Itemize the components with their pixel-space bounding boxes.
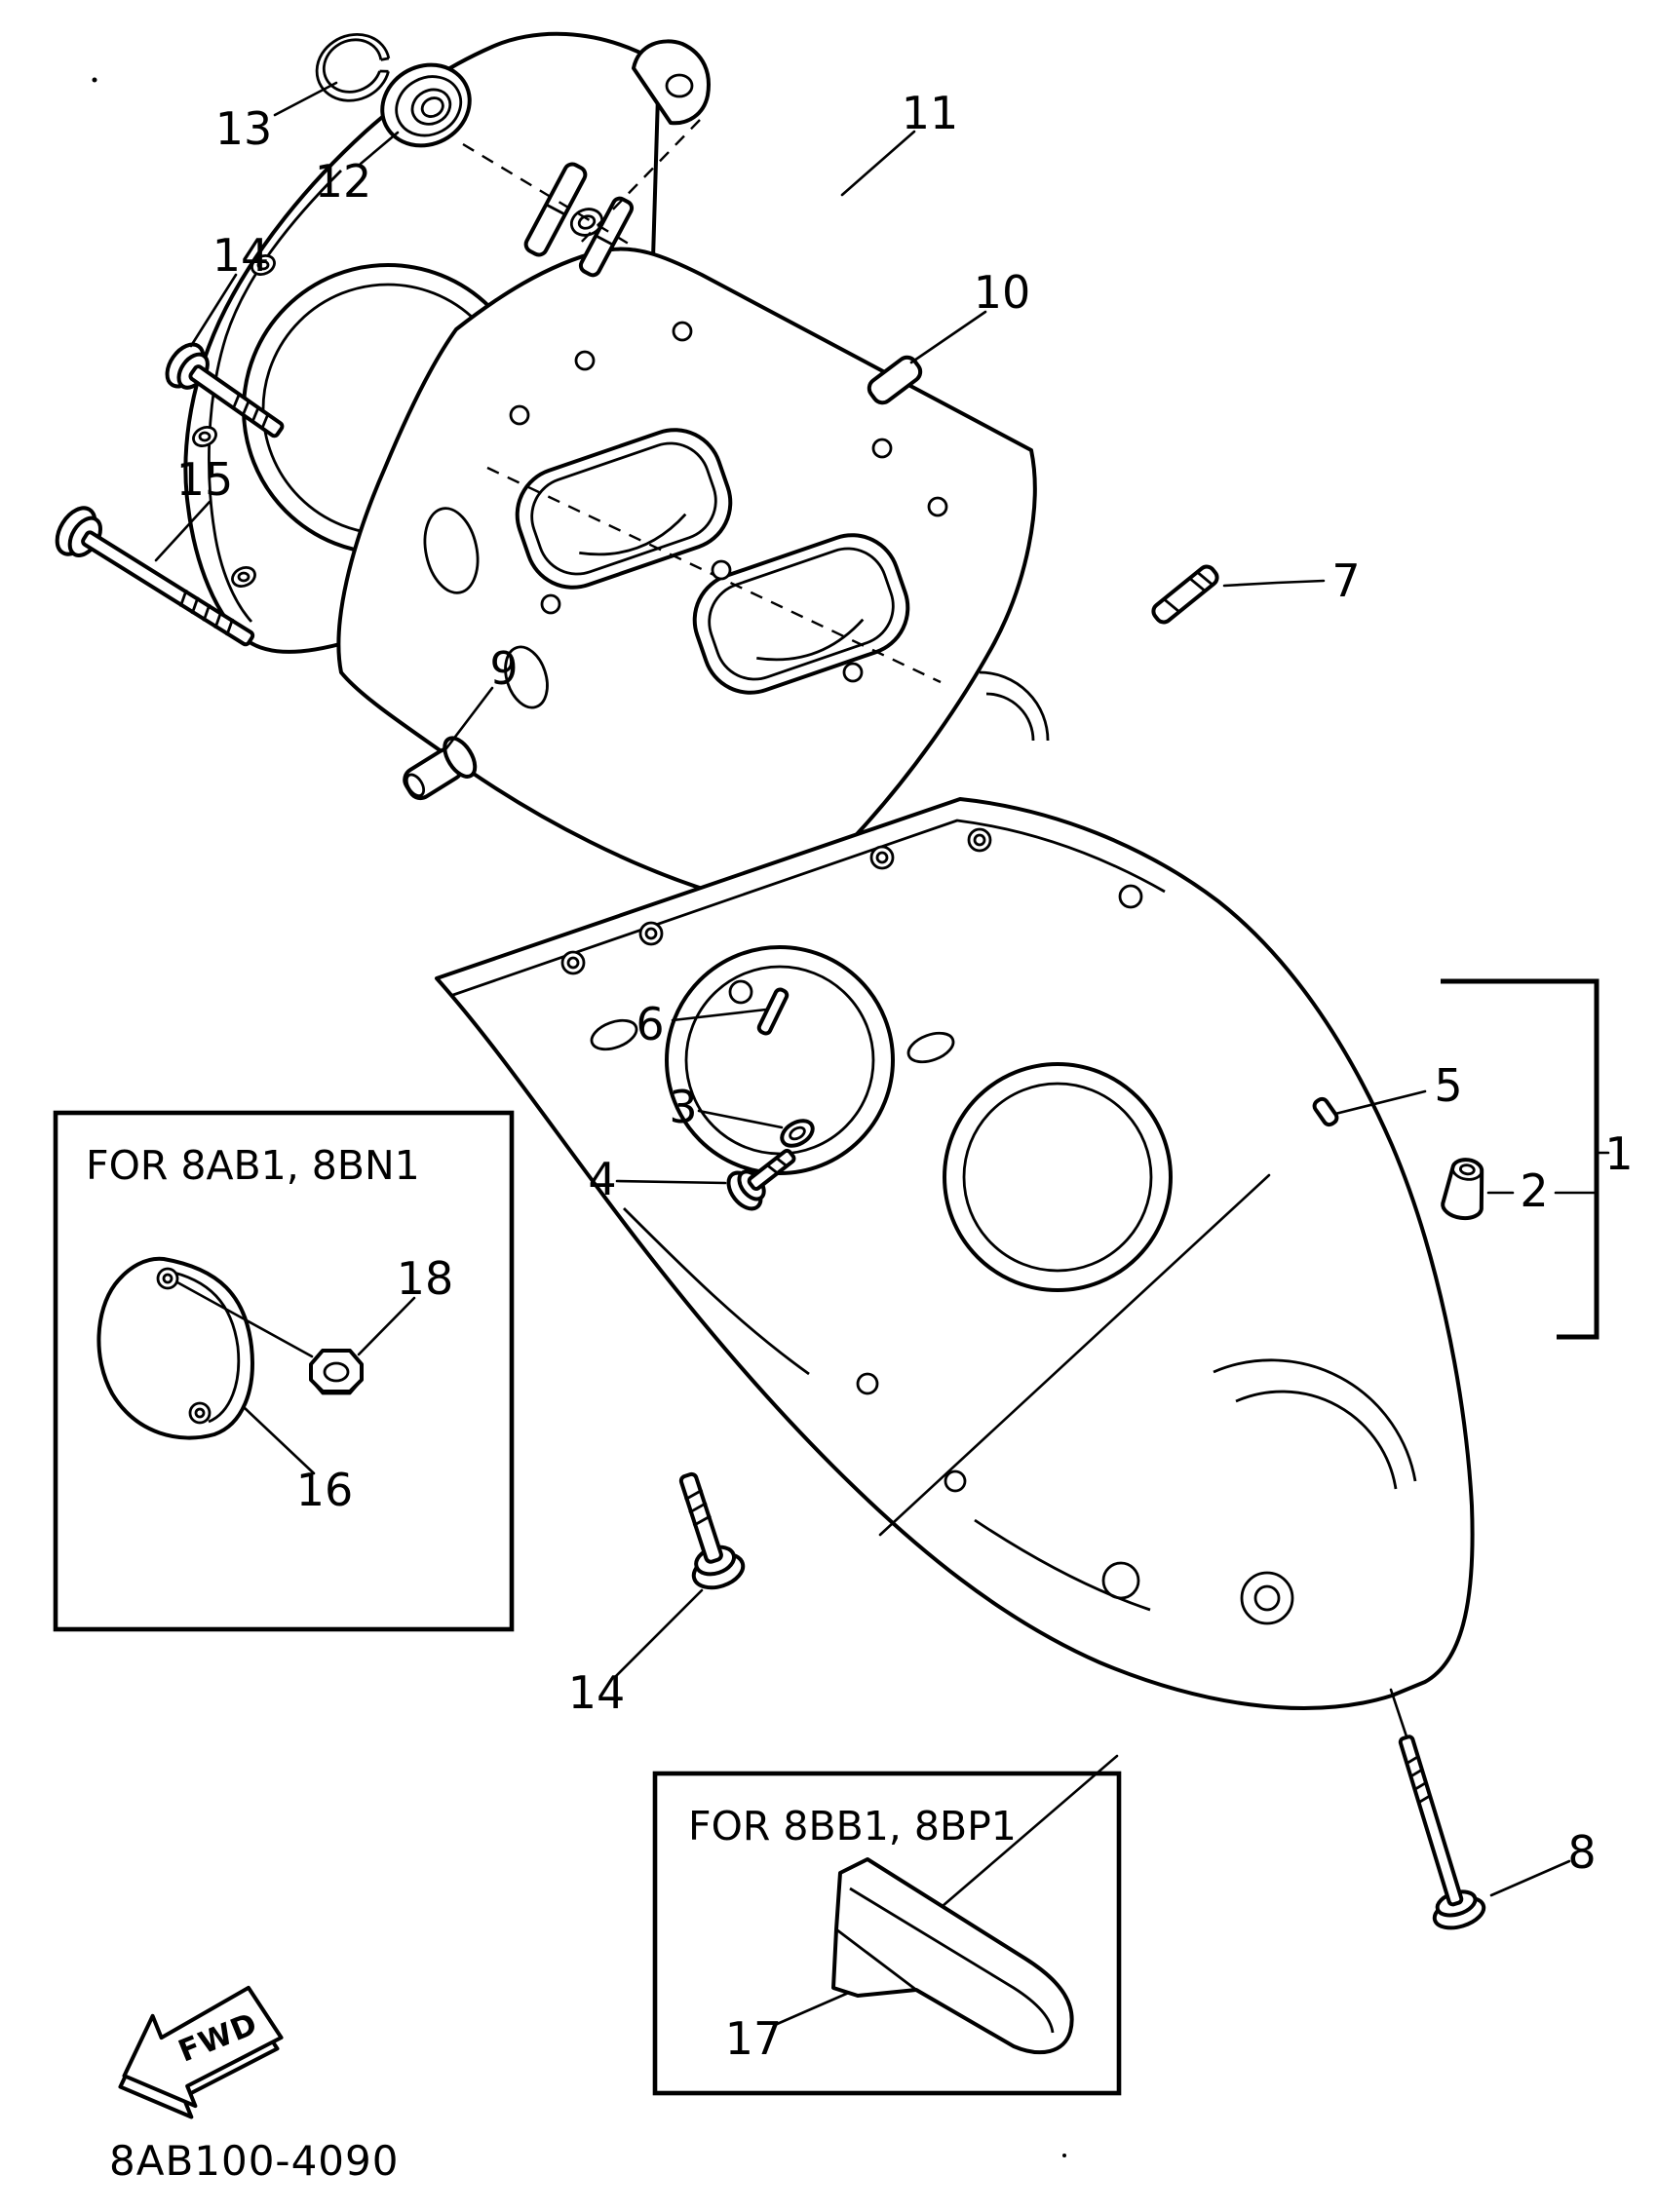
callout-1: 1 xyxy=(1604,1127,1634,1180)
callout-2: 2 xyxy=(1520,1164,1549,1217)
cover-17-part xyxy=(833,1859,1072,2052)
callout-10: 10 xyxy=(973,266,1031,319)
variant-box-8ab1-8bn1 xyxy=(56,1113,512,1629)
lower-crankcase-drawing xyxy=(437,799,1473,1708)
callout-6: 6 xyxy=(636,998,665,1050)
stud-7-part xyxy=(1150,563,1220,625)
callout-8: 8 xyxy=(1567,1826,1597,1879)
fwd-arrow xyxy=(100,1974,296,2137)
drawing-number: 8AB100-4090 xyxy=(109,2137,400,2185)
bolt-8-part xyxy=(1381,1731,1487,1933)
callout-12: 12 xyxy=(314,155,372,208)
bolt-14-lower-part xyxy=(663,1468,747,1593)
callout-16: 16 xyxy=(295,1464,354,1516)
callout-5: 5 xyxy=(1434,1059,1463,1112)
cover-plate-16-part xyxy=(98,1259,252,1438)
print-speck xyxy=(1062,2154,1066,2157)
variant-box-b-label: FOR 8BB1, 8BP1 xyxy=(688,1803,1017,1850)
callout-9: 9 xyxy=(489,642,519,695)
callout-14-top: 14 xyxy=(212,229,270,282)
fwd-arrow-label: FWD xyxy=(173,2005,263,2070)
callout-7: 7 xyxy=(1331,554,1361,607)
callout-4: 4 xyxy=(588,1153,617,1205)
variant-box-a-label: FOR 8AB1, 8BN1 xyxy=(86,1142,420,1189)
callout-14-bottom: 14 xyxy=(567,1666,626,1719)
print-speck xyxy=(93,78,97,83)
callout-18: 18 xyxy=(396,1252,454,1305)
callout-11: 11 xyxy=(901,87,959,139)
nut-18-part xyxy=(311,1351,362,1393)
callout-15: 15 xyxy=(175,453,234,506)
callout-13: 13 xyxy=(214,102,273,155)
callout-3: 3 xyxy=(669,1081,698,1133)
callout-17: 17 xyxy=(724,2012,783,2065)
damper-2-part xyxy=(1442,1158,1488,1221)
